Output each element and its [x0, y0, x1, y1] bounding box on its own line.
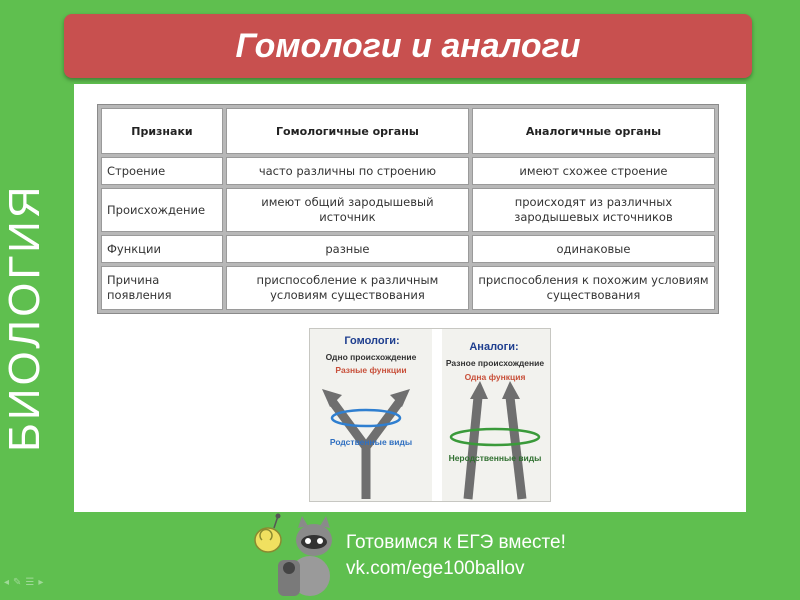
footer-link[interactable]: vk.com/ege100ballov [346, 558, 525, 579]
table-header: Гомологичные органы [226, 108, 469, 154]
footer-slogan: Готовимся к ЕГЭ вместе! [346, 532, 566, 553]
table-cell: Строение [101, 157, 223, 185]
mascot-illustration [248, 510, 343, 598]
menu-icon[interactable]: ☰ [25, 577, 39, 588]
raccoon-icon [278, 516, 332, 596]
homologs-origin: Одно происхождение [325, 352, 417, 362]
homologs-species: Родственные виды [329, 437, 413, 447]
analogs-origin: Разное происхождение [445, 358, 545, 368]
table-header: Аналогичные органы [472, 108, 715, 154]
table-row [101, 266, 715, 310]
table-cell: Причина появления [101, 266, 223, 310]
table-cell: Происхождение [101, 188, 223, 232]
table-cell: происходят из различных зародышевых источников [472, 188, 715, 232]
table-cell: часто различны по строению [226, 157, 469, 185]
pen-icon[interactable]: ✎ [13, 577, 26, 588]
table-cell: одинаковые [472, 235, 715, 263]
parallel-arrows-icon [451, 381, 539, 499]
analogs-title: Аналоги: [469, 341, 519, 353]
comparison-table [97, 104, 719, 314]
homolog-analog-diagram [309, 328, 551, 502]
table-cell: имеют схожее строение [472, 157, 715, 185]
slide-controls [4, 577, 47, 588]
analogs-species: Неродственные виды [448, 453, 542, 463]
table-cell: приспособления к похожим условиям существования [472, 266, 715, 310]
table-row [101, 157, 715, 185]
table-header: Признаки [101, 108, 223, 154]
next-icon[interactable]: ▸ [38, 577, 48, 588]
prev-icon[interactable]: ◂ [4, 577, 14, 588]
snail-icon [255, 514, 281, 553]
homologs-title: Гомологи: [344, 335, 400, 347]
table-cell: имеют общий зародышевый источник [226, 188, 469, 232]
side-label: БИОЛОГИЯ [0, 183, 49, 452]
table-cell: Функции [101, 235, 223, 263]
table-cell: приспособление к различным условиям существования [226, 266, 469, 310]
title-bar [64, 14, 752, 78]
table-header-row [101, 108, 715, 154]
homologs-function: Разные функции [335, 365, 407, 375]
table-row [101, 235, 715, 263]
table-row [101, 188, 715, 232]
table-cell: разные [226, 235, 469, 263]
analogs-function: Одна функция [464, 372, 526, 382]
slide-title: Гомологи и аналоги [235, 27, 581, 65]
